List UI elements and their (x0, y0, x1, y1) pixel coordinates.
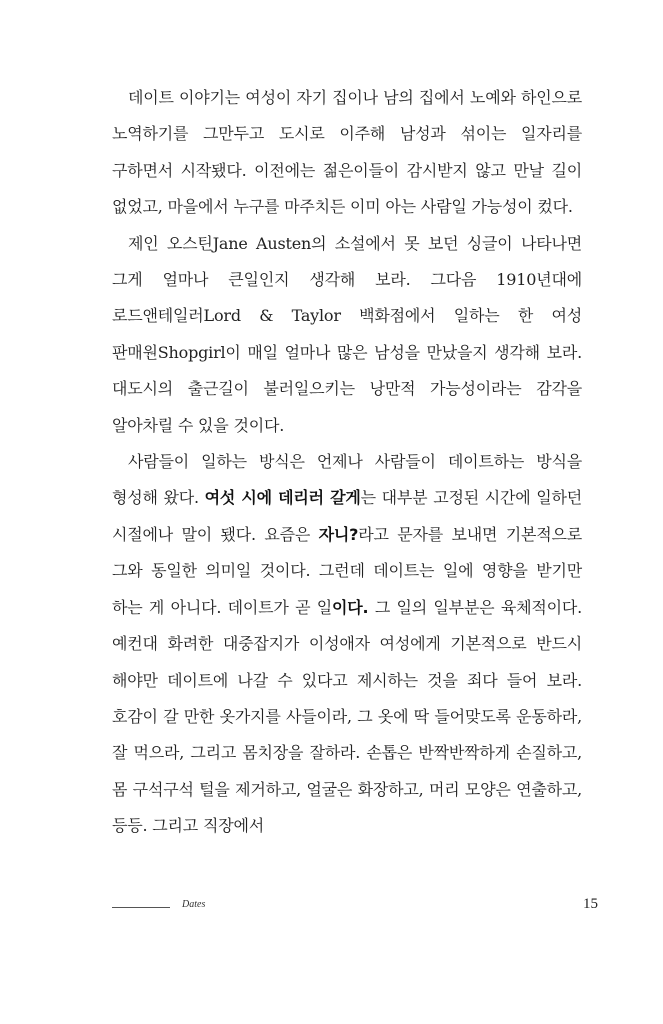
page-footer (112, 898, 598, 918)
text-run: 는 대부분 고정된 시간에 일하던 시절에나 말이 됐다. 요즘은 (112, 488, 582, 544)
emphasis-text: 자니? (318, 524, 359, 544)
paragraph (112, 80, 582, 226)
emphasis-text: 여섯 시에 데리러 갈게 (204, 488, 361, 508)
paragraph (112, 444, 582, 844)
text-run: 라고 문자를 보내면 기본적으로 그와 동일한 의미일 것이다. 그런데 데이트는 일에 영향을 받기만 하는 게 아니다. 데이트가 곧 일 (112, 524, 582, 617)
text-run: 데이트 이야기는 여성이 자기 집이나 남의 집에서 노예와 하인으로 노역하기를 그만두고 도시로 이주해 남성과 섞이는 일자리를 구하면서 시작됐다. 이전에는 젊은이들이 감시받지 않고 만날 길이 없었고, 마을에서 누구를 마주치든 이미 아는 사람일 가능성이 컸다. (112, 88, 582, 217)
footer-rule (112, 907, 170, 908)
paragraph (112, 226, 582, 444)
text-run: 사람들이 일하는 방식은 언제나 사람들이 데이트하는 방식을 형성해 왔다. (112, 452, 582, 508)
text-run: 제인 오스틴Jane Austen의 소설에서 못 보던 싱글이 나타나면 그게 얼마나 큰일인지 생각해 보라. 그다음 1910년대에 로드앤테일러Lord & Taylor 백화점에서 일하는 한 여성 판매원Shopgirl이 매일 얼마나 많은 남성을 만났을지 생각해 보라. 대도시의 출근길이 불러일으키는 낭만적 가능성이라는 감각을 알아차릴 수 있을 것이다. (112, 233, 582, 435)
running-title: Dates (182, 899, 206, 910)
emphasis-text: 이다. (332, 597, 369, 617)
text-run: 그 일의 일부분은 육체적이다. 예컨대 화려한 대중잡지가 이성애자 여성에게 기본적으로 반드시 해야만 데이트에 나갈 수 있다고 제시하는 것을 죄다 들어 보라. 호감이 갈 만한 옷가지를 사들이라, 그 옷에 딱 들어맞도록 운동하라, 잘 먹으라, 그리고 몸치장을 잘하라. 손톱은 반짝반짝하게 손질하고, 몸 구석구석 털을 제거하고, 얼굴은 화장하고, 머리 모양은 연출하고, 등등. 그리고 직장에서 (112, 597, 582, 836)
page-number: 15 (583, 896, 598, 912)
body-text (112, 80, 582, 845)
